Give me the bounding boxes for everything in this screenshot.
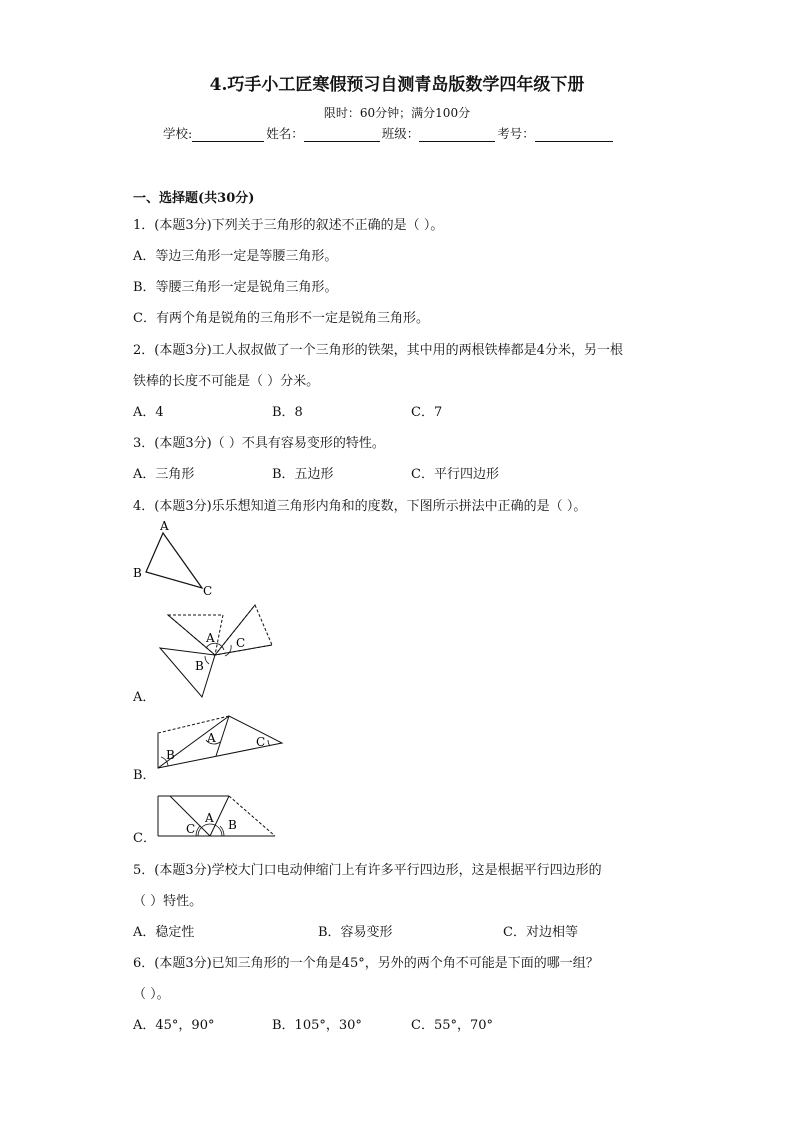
question-4-option-a[interactable]: A． (133, 690, 156, 705)
question-2-stem-line-1: 2．(本题3分)工人叔叔做了一个三角形的铁架，其中用的两根铁棒都是4分米，另一根 (133, 343, 623, 358)
question-4-option-c[interactable]: C． (133, 831, 156, 846)
class-label: 班级： (381, 126, 420, 141)
option-b-label-c: C (256, 735, 266, 749)
vertex-label-b: B (133, 566, 142, 580)
question-5-option-b[interactable]: B．容易变形 (318, 925, 393, 940)
option-c-label-c: C (186, 822, 196, 836)
question-2-option-a[interactable]: A．4 (133, 405, 164, 420)
option-a-label-c: C (236, 636, 246, 650)
question-5-option-c[interactable]: C．对边相等 (503, 925, 578, 940)
name-label: 姓名： (266, 126, 304, 141)
question-2-stem-line-2: 铁棒的长度不可能是（ ）分米。 (133, 374, 320, 389)
school-label: 学校: (163, 126, 193, 141)
question-2-option-b[interactable]: B．8 (272, 405, 303, 420)
question-5-stem-line-1: 5．(本题3分)学校大门口电动伸缩门上有许多平行四边形，这是根据平行四边形的 (133, 863, 602, 878)
question-5-stem-line-2: （ ）特性。 (133, 894, 203, 909)
vertex-label-a: A (160, 519, 169, 533)
question-1-option-c[interactable]: C．有两个角是锐角的三角形不一定是锐角三角形。 (133, 311, 429, 326)
page-title: 4.巧手小工匠寒假预习自测青岛版数学四年级下册 (209, 75, 585, 95)
option-b-label-a: A (207, 731, 216, 745)
option-a-label-a: A (206, 631, 215, 645)
exam-limits: 限时：60分钟；满分100分 (323, 106, 471, 120)
question-5-option-a[interactable]: A．稳定性 (133, 925, 195, 940)
vertex-label-c: C (203, 584, 213, 598)
question-6-option-a[interactable]: A．45°，90° (133, 1018, 215, 1033)
question-1-option-b[interactable]: B．等腰三角形一定是锐角三角形。 (133, 280, 338, 295)
question-6-stem-line-2: （ ）。 (133, 987, 170, 1002)
question-6-stem-line-1: 6．(本题3分)已知三角形的一个角是45°，另外的两个角不可能是下面的哪一组？ (133, 956, 599, 971)
question-1-option-a[interactable]: A．等边三角形一定是等腰三角形。 (133, 249, 338, 264)
option-b-label-b: B (166, 748, 175, 762)
question-6-option-c[interactable]: C．55°，70° (411, 1018, 494, 1033)
question-2-option-c[interactable]: C．7 (411, 405, 443, 420)
question-3-option-a[interactable]: A．三角形 (133, 467, 195, 482)
option-c-label-a: A (205, 811, 214, 825)
question-3-stem: 3．(本题3分)（ ）不具有容易变形的特性。 (133, 436, 385, 451)
section-title: 一、选择题(共30分) (133, 191, 255, 206)
question-4-option-b[interactable]: B． (133, 768, 156, 783)
question-4-stem: 4．(本题3分)乐乐想知道三角形内角和的度数，下图所示拼法中正确的是（ ）。 (133, 499, 587, 514)
option-c-label-b: B (228, 818, 237, 832)
question-6-option-b[interactable]: B．105°，30° (272, 1018, 362, 1033)
question-1-stem: 1．(本题3分)下列关于三角形的叙述不正确的是（ ）。 (133, 218, 444, 233)
question-3-option-c[interactable]: C．平行四边形 (411, 467, 499, 482)
question-3-option-b[interactable]: B．五边形 (272, 467, 334, 482)
exam-number-label: 考号： (497, 126, 535, 141)
option-a-label-b: B (195, 659, 204, 673)
